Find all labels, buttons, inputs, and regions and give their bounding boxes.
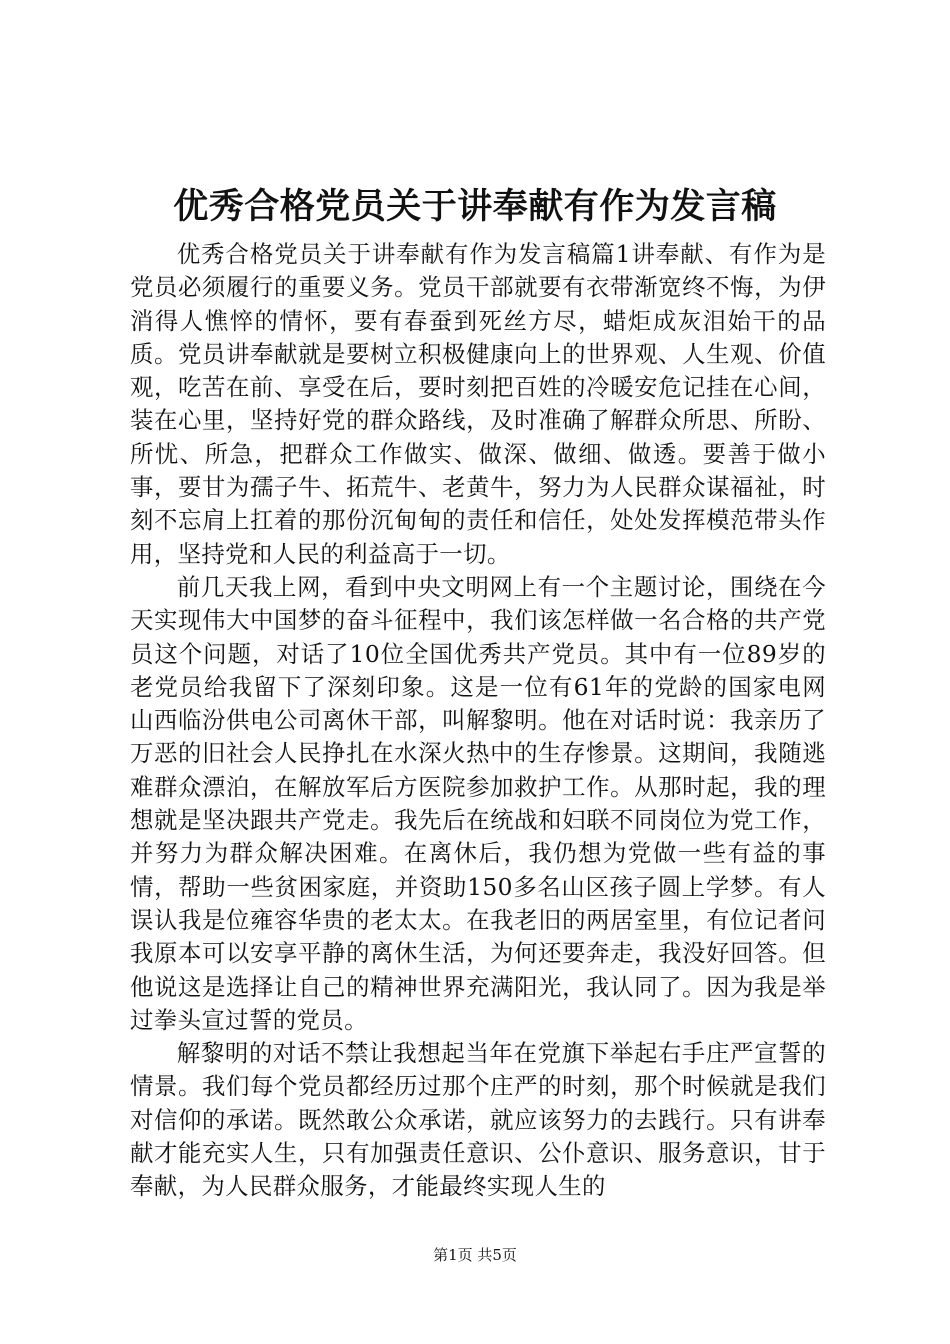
document-body — [130, 238, 826, 1204]
document-title: 优秀合格党员关于讲奉献有作为发言稿 — [173, 186, 777, 227]
paragraph-3: 解黎明的对话不禁让我想起当年在党旗下举起右手庄严宣誓的情景。我们每个党员都经历过那个庄严的时刻，那个时候就是我们对信仰的承诺。既然敢公众承诺，就应该努力的去践行。只有讲奉献才能充实人生，只有加强责任意识、公仆意识、服务意识，甘于奉献，为人民群众服务，才能最终实现人生的 — [130, 1039, 826, 1201]
paragraph-1: 优秀合格党员关于讲奉献有作为发言稿篇1讲奉献、有作为是党员必须履行的重要义务。党员干部就要有衣带渐宽终不悔，为伊消得人憔悴的情怀，要有春蚕到死丝方尽，蜡炬成灰泪始干的品质。党员讲奉献就是要树立积极健康向上的世界观、人生观、价值观，吃苦在前、享受在后，要时刻把百姓的冷暖安危记挂在心间，装在心里，坚持好党的群众路线，及时准确了解群众所思、所盼、所忧、所急，把群众工作做实、做深、做细、做透。要善于做小事，要甘为孺子牛、拓荒牛、老黄牛，努力为人民群众谋福祉，时刻不忘肩上扛着的那份沉甸甸的责任和信任，处处发挥模范带头作用，坚持党和人民的利益高于一切。 — [130, 240, 826, 568]
page-number-footer: 第1页 共5页 — [433, 1246, 517, 1264]
paragraph-2: 前几天我上网，看到中央文明网上有一个主题讨论，围绕在今天实现伟大中国梦的奋斗征程中，我们该怎样做一名合格的共产党员这个问题，对话了10位全国优秀共产党员。其中有一位89岁的老党员给我留下了深刻印象。这是一位有61年的党龄的国家电网山西临汾供电公司离休干部，叫解黎明。他在对话时说：我亲历了万恶的旧社会人民挣扎在水深火热中的生存惨景。这期间，我随逃难群众漂泊，在解放军后方医院参加救护工作。从那时起，我的理想就是坚决跟共产党走。我先后在统战和妇联不同岗位为党工作，并努力为群众解决困难。在离休后，我仍想为党做一些有益的事情，帮助一些贫困家庭，并资助150多名山区孩子圆上学梦。有人误认我是位雍容华贵的老太太。在我老旧的两居室里，有位记者问我原本可以安享平静的离休生活，为何还要奔走，我没好回答。但他说这是选择让自己的精神世界充满阳光，我认同了。因为我是举过拳头宣过誓的党员。 — [130, 572, 826, 1034]
